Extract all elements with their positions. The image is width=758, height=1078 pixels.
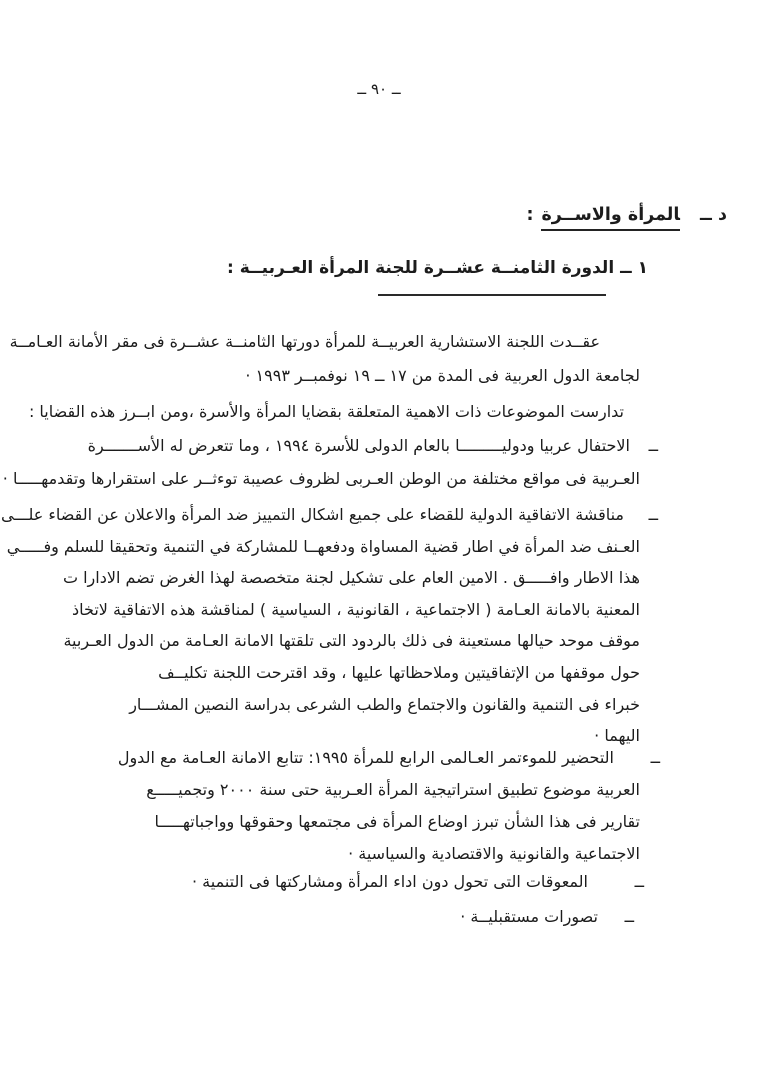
- text-line: العـربية فى مواقع مختلفة من الوطن العـربى لظروف عصيبة توءثــر على استقرارها وتقدمهـــــا ·: [2, 469, 640, 488]
- bullet-item-family-year: [2, 429, 658, 495]
- page-number: ــ ٩٠ ــ: [357, 80, 401, 98]
- text-line: لجامعة الدول العربية فى المدة من ١٧ ــ ١٩ نوفمبــر ١٩٩٣ ·: [245, 366, 640, 385]
- text-line: الاحتفال عربيا ودوليـــــــــا بالعام الدولى للأسرة ١٩٩٤ ، وما تتعرض له الأســـــــرة: [87, 436, 630, 455]
- bullet-item-future-visions: [118, 902, 640, 932]
- section-letter: د ــ: [699, 205, 727, 225]
- bullet-item-world-conference: [117, 742, 660, 870]
- section-colon: :: [526, 205, 534, 225]
- subsection-heading: ١ ــ الدورة الثامنــة عشــرة للجنة المرأة العـربيــة :: [227, 258, 648, 278]
- text-line: الاجتماعية والقانونية والاقتصادية والسياسية ·: [348, 844, 640, 863]
- text-line: تقارير فى هذا الشأن تبرز اوضاع المرأة فى مجتمعها وحقوقها وواجباتهـــــا: [154, 812, 640, 831]
- text-line: العربية موضوع تطبيق استراتيجية المرأة العـربية حتى سنة ٢٠٠٠ وتجميـــــع: [146, 780, 640, 799]
- text-line: اليهما ·: [594, 726, 640, 746]
- text-line: المعوقات التى تحول دون اداء المرأة ومشاركتها فى التنمية ·: [191, 872, 588, 891]
- section-title: المرأة والاســرة: [541, 205, 679, 231]
- text-line: تدارست الموضوعات ذات الاهمية المتعلقة بقضايا المرأة والأسرة ،ومن ابــرز هذه القضايا :: [28, 402, 624, 421]
- bullet-dash: ــ: [650, 748, 660, 767]
- text-line: موقف موحد حيالها مستعينة فى ذلك بالردود التى تلقتها الامانة العـامة من الدول العـربية: [63, 631, 640, 651]
- text-line: هذا الاطار وافـــــق . الامين العام على تشكيل لجنة متخصصة لهذا الغرض تضم الادارا ت: [62, 568, 640, 588]
- paragraph-topics-intro: [28, 397, 640, 427]
- text-line: عقــدت اللجنة الاستشارية العربيــة للمرأة دورتها الثامنــة عشــرة فى مقر الأمانة العـامــة: [9, 332, 600, 351]
- subsection-underline: [378, 294, 606, 296]
- bullet-dash: ــ: [634, 872, 644, 891]
- bullet-item-cedaw-discussion: [1, 499, 658, 752]
- paragraph-session-held: [9, 325, 640, 393]
- text-line: المعنية بالامانة العـامة ( الاجتماعية ، القانونية ، السياسية ) لمناقشة هذه الاتفاقية لاتخاذ: [72, 599, 640, 619]
- text-line: حول موقفها من الإتفاقيتين وملاحظاتها عليها ، وقد اقترحت اللجنة تكليــف: [158, 662, 640, 682]
- bullet-dash: ــ: [624, 907, 634, 926]
- text-line: تصورات مستقبليــة ·: [460, 907, 598, 926]
- bullet-dash: ــ: [648, 436, 658, 455]
- bullet-dash: ــ: [648, 505, 658, 524]
- text-line: التحضير للموءتمر العـالمى الرابع للمرأة ١٩٩٥: تتابع الامانة العـامة مع الدول: [117, 748, 614, 767]
- text-line: مناقشة الاتفاقية الدولية للقضاء على جميع اشكال التمييز ضد المرأة والاعلان عن القضاء علـــى: [1, 505, 624, 524]
- bullet-item-obstacles: [118, 867, 644, 897]
- section-heading: [526, 205, 727, 225]
- text-line: خبراء فى التنمية والقانون والاجتماع والطب الشرعى بدراسة النصين المشـــار: [129, 694, 640, 714]
- text-line: العـنف ضد المرأة في اطار قضية المساواة ودفعهــا للمشاركة في التنمية وتحقيقا للسلم وفـــــي: [6, 536, 640, 556]
